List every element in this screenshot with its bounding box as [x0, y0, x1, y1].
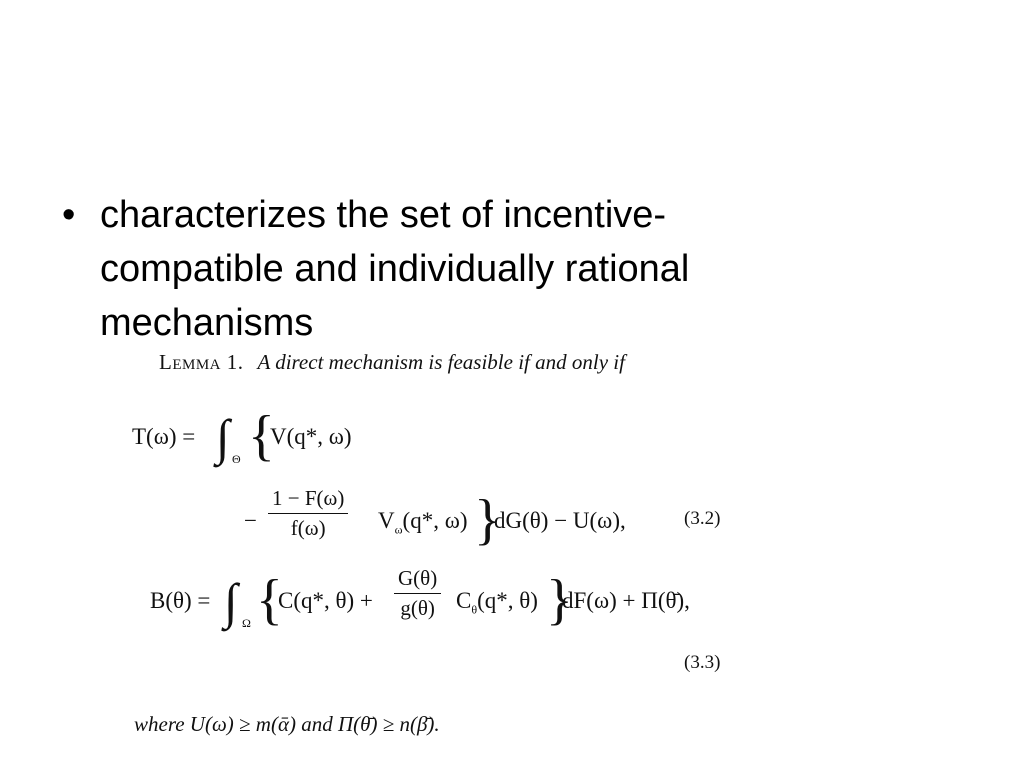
bullet-line: mechanisms	[100, 302, 314, 344]
eq33-first-term: C(q*, θ) +	[278, 588, 373, 613]
eq32-frac-numerator: 1 − F(ω)	[272, 486, 345, 510]
eq32-minus: −	[244, 508, 257, 533]
fraction-bar	[268, 513, 348, 514]
eq32-open-brace: {	[248, 405, 275, 467]
lemma-statement: A direct mechanism is feasible if and only if	[257, 350, 625, 374]
eq33-frac-denominator: g(θ)	[400, 596, 435, 620]
eq33-lhs: B(θ) =	[150, 588, 211, 613]
eq32-second-term	[378, 508, 468, 538]
where-clause: where U(ω) ≥ m(ᾱ) and Π(θ̄) ≥ n(β̄).	[134, 712, 440, 736]
eq32-second-term-symbol: V	[378, 508, 395, 533]
eq33-open-brace: {	[256, 569, 283, 631]
eq32-first-term: V(q*, ω)	[270, 424, 352, 449]
eq33-frac-numerator: G(θ)	[398, 566, 438, 590]
lemma-title: Lemma 1.	[159, 350, 244, 374]
eq33-close-brace: }	[546, 569, 573, 631]
eq33-second-term-subscript: θ	[471, 602, 478, 617]
eq32-lhs: T(ω) =	[132, 424, 196, 449]
eq32-fraction	[268, 486, 348, 541]
bullet-item	[62, 188, 962, 350]
eq32-number: (3.2)	[684, 508, 721, 529]
bullet-line: compatible and individually rational	[100, 248, 690, 290]
eq33-fraction	[394, 566, 441, 621]
eq32-second-term-subscript: ω	[394, 522, 403, 537]
eq32-integral-sign: ∫	[216, 409, 230, 465]
bullet-marker: •	[62, 194, 76, 236]
eq33-second-term-symbol: C	[456, 588, 472, 613]
eq33-second-term-args: (q*, θ)	[477, 588, 538, 613]
eq33-integral-domain: Ω	[242, 616, 251, 630]
eq32-second-term-args: (q*, ω)	[402, 508, 468, 533]
eq32-frac-denominator: f(ω)	[290, 516, 326, 540]
eq33-integral-sign: ∫	[224, 573, 238, 629]
bullet-text	[100, 188, 689, 350]
eq33-number: (3.3)	[684, 652, 721, 673]
eq32-integral-domain: Θ	[232, 452, 241, 466]
lemma-heading	[159, 350, 625, 375]
lemma-figure	[128, 350, 768, 750]
eq32-tail: dG(θ) − U(ω),	[494, 508, 626, 533]
eq33-second-term	[456, 588, 538, 618]
eq33-tail: dF(ω) + Π(θ̄),	[562, 588, 690, 613]
eq32-close-brace: }	[474, 489, 501, 551]
fraction-bar	[394, 593, 441, 594]
bullet-line: characterizes the set of incentive-	[100, 194, 667, 236]
